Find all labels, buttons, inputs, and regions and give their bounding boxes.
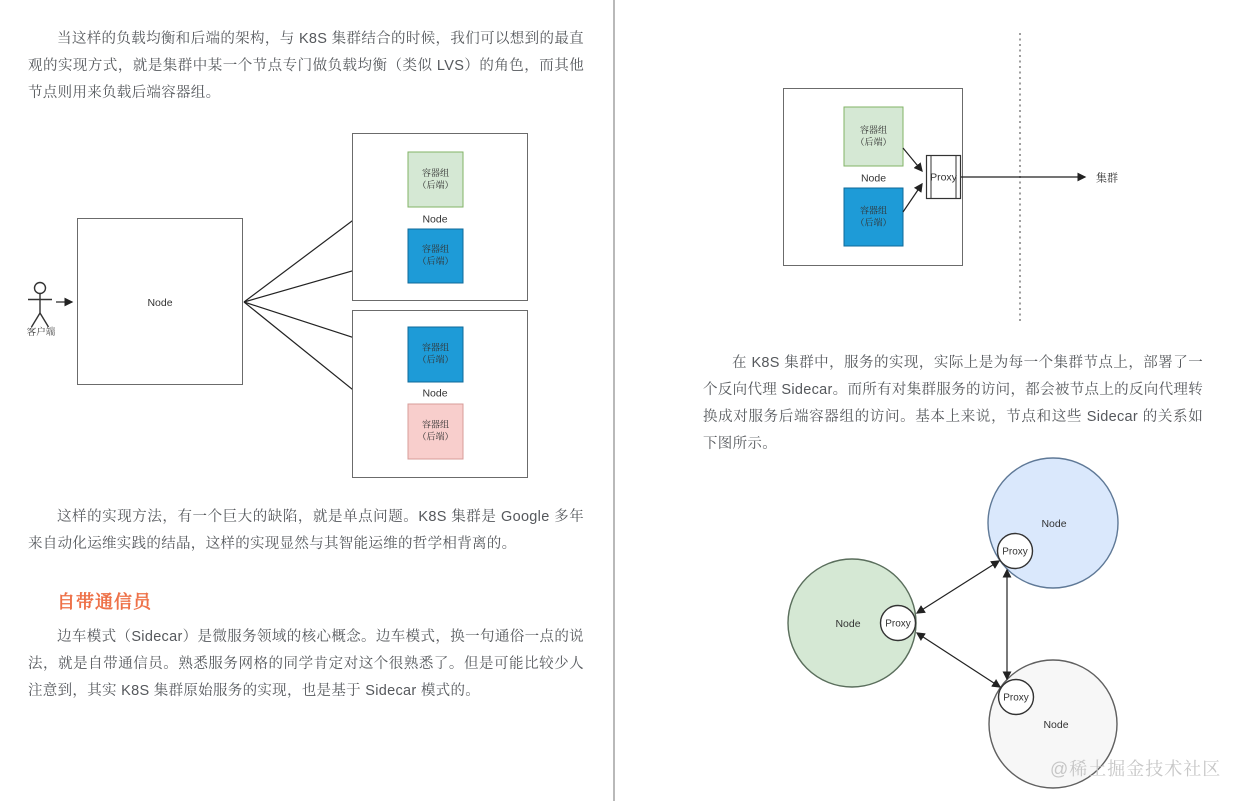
client-label: 客户端: [26, 327, 56, 338]
right-paragraph-1: 在 K8S 集群中，服务的实现，实际上是为每一个集群节点上，部署了一个反向代理 Sidecar。而所有对集群服务的访问，都会被节点上的反向代理转换成对服务后端容器组的访问。基本上来说，节点和这些 Sidecar 的关系如下图所示。: [703, 355, 1203, 452]
container-group-label: 容器组: [421, 168, 450, 178]
container-group-label: 容器组: [421, 244, 450, 254]
left-paragraph-2: 这样的实现方法，有一个巨大的缺陷，就是单点问题。K8S 集群是 Google 多年来自动化运维实践的结晶，这样的实现显然与其智能运维的哲学相背离的。: [28, 509, 584, 552]
container-group-label: （后端）: [417, 180, 454, 190]
node-label-blue: Node: [1041, 518, 1067, 530]
container-group-label: （后端）: [855, 217, 892, 228]
client-figure-icon: [28, 283, 52, 328]
proxy-label: Proxy: [930, 171, 957, 184]
node-label: Node: [860, 172, 887, 185]
container-group-label: （后端）: [417, 256, 454, 266]
left-paragraph-1: 当这样的负载均衡和后端的架构，与 K8S 集群结合的时候，我们可以想到的最直观的实现方式，就是集群中某一个节点专门做负载均衡（类似 LVS）的角色，而其他节点则用来负载后端容器组。: [28, 31, 584, 101]
proxy-label: Proxy: [1002, 546, 1028, 558]
container-group-label: 容器组: [859, 205, 888, 216]
lb-architecture-diagram: [0, 125, 560, 495]
worker-node-label-bottom: Node: [422, 387, 448, 400]
container-group-label: 容器组: [421, 342, 450, 353]
cluster-label: 集群: [1096, 172, 1118, 185]
node-label-gray: Node: [1043, 719, 1069, 731]
sidecar-nodes-diagram: [760, 430, 1240, 801]
section-heading: 自带通信员: [57, 592, 152, 612]
proxy-label: Proxy: [885, 618, 911, 630]
node-proxy-diagram: [760, 20, 1190, 330]
container-group-label: 容器组: [859, 125, 888, 135]
site-watermark: @稀土掘金技术社区: [1050, 759, 1222, 779]
container-group-label: 容器组: [421, 419, 450, 430]
container-group-label: （后端）: [417, 354, 454, 365]
lb-node-label: Node: [147, 297, 173, 309]
proxy-label: Proxy: [1003, 692, 1029, 704]
column-divider: [613, 0, 615, 801]
proxy-mesh-arrows: [917, 561, 1007, 687]
left-paragraph-3: 边车模式（Sidecar）是微服务领域的核心概念。边车模式，换一句通俗一点的说法，就是自带通信员。熟悉服务网格的同学肯定对这个很熟悉了。但是可能比较少人注意到，其实 K8S 集群原始服务的实现，也是基于 Sidecar 模式的。: [28, 629, 584, 699]
container-group-label: （后端）: [855, 137, 892, 147]
node-label-green: Node: [835, 618, 861, 630]
worker-node-label-top: Node: [422, 213, 448, 226]
container-group-label: （后端）: [417, 431, 454, 442]
